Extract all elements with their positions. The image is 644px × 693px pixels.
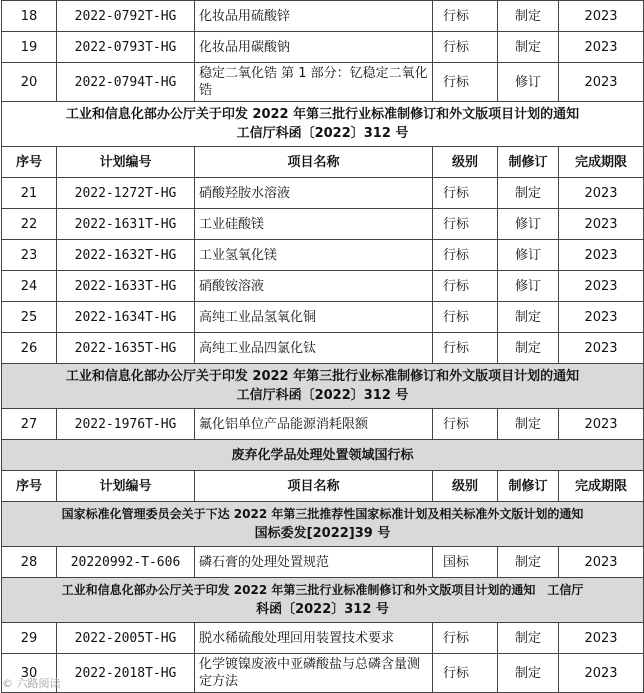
table-row (2, 302, 644, 333)
row-number: 27 (2, 409, 57, 440)
project-name: 磷石膏的处理处置规范 (195, 547, 433, 578)
plan-id: 2022-1976T-HG (57, 409, 195, 440)
table-row (2, 32, 644, 63)
deadline: 2023 (559, 409, 644, 440)
deadline: 2023 (559, 271, 644, 302)
project-name: 硝酸铵溶液 (195, 271, 433, 302)
deadline: 2023 (559, 623, 644, 654)
row-number: 30 (2, 654, 57, 693)
project-name: 化学镀镍废液中亚磷酸盐与总磷含量测定方法 (195, 654, 433, 693)
table-row (2, 654, 644, 693)
section-row (2, 440, 644, 471)
level: 行标 (433, 63, 498, 102)
deadline: 2023 (559, 1, 644, 32)
header-level: 级别 (433, 147, 498, 178)
project-name: 高纯工业品氢氧化铜 (195, 302, 433, 333)
section-title: 废弃化学品处理处置领域国行标 (2, 440, 644, 471)
notice-title: 工业和信息化部办公厅关于印发 2022 年第三批行业标准制修订和外文版项目计划的通知 工信厅 (61, 583, 584, 597)
deadline: 2023 (559, 654, 644, 693)
row-number: 18 (2, 1, 57, 32)
level: 行标 (433, 32, 498, 63)
level: 行标 (433, 409, 498, 440)
header-name: 项目名称 (195, 147, 433, 178)
level: 行标 (433, 209, 498, 240)
header-year: 完成期限 (559, 147, 644, 178)
notice-text (2, 364, 644, 409)
header-level: 级别 (433, 471, 498, 502)
header-id: 计划编号 (57, 471, 195, 502)
row-number: 24 (2, 271, 57, 302)
deadline: 2023 (559, 333, 644, 364)
notice-row (2, 502, 644, 547)
plan-id: 2022-1634T-HG (57, 302, 195, 333)
header-row (2, 471, 644, 502)
plan-id: 2022-1633T-HG (57, 271, 195, 302)
table-row (2, 547, 644, 578)
level: 行标 (433, 240, 498, 271)
deadline: 2023 (559, 547, 644, 578)
header-type: 制修订 (498, 471, 559, 502)
revision-type: 制定 (498, 333, 559, 364)
table-row (2, 1, 644, 32)
deadline: 2023 (559, 178, 644, 209)
row-number: 26 (2, 333, 57, 364)
watermark (2, 675, 61, 691)
level: 行标 (433, 333, 498, 364)
table-row (2, 178, 644, 209)
plan-id: 20220992-T-606 (57, 547, 195, 578)
level: 行标 (433, 271, 498, 302)
revision-type: 修订 (498, 63, 559, 102)
row-number: 20 (2, 63, 57, 102)
project-name: 化妆品用碳酸钠 (195, 32, 433, 63)
notice-text (2, 578, 644, 623)
revision-type: 制定 (498, 178, 559, 209)
plan-id: 2022-1635T-HG (57, 333, 195, 364)
revision-type: 修订 (498, 209, 559, 240)
notice-row (2, 578, 644, 623)
header-year: 完成期限 (559, 471, 644, 502)
revision-type: 制定 (498, 623, 559, 654)
plan-id: 2022-2018T-HG (57, 654, 195, 693)
project-name: 高纯工业品四氯化钛 (195, 333, 433, 364)
row-number: 21 (2, 178, 57, 209)
notice-text (2, 502, 644, 547)
plan-id: 2022-1632T-HG (57, 240, 195, 271)
revision-type: 制定 (498, 32, 559, 63)
table-row (2, 333, 644, 364)
level: 行标 (433, 623, 498, 654)
header-type: 制修订 (498, 147, 559, 178)
table-row (2, 240, 644, 271)
revision-type: 修订 (498, 271, 559, 302)
row-number: 23 (2, 240, 57, 271)
notice-row (2, 102, 644, 147)
plan-id: 2022-1272T-HG (57, 178, 195, 209)
project-name: 工业氢氧化镁 (195, 240, 433, 271)
plan-id: 2022-1631T-HG (57, 209, 195, 240)
notice-row (2, 364, 644, 409)
standards-table (1, 0, 644, 693)
notice-title: 工业和信息化部办公厅关于印发 2022 年第三批行业标准制修订和外文版项目计划的通知 (65, 369, 580, 384)
notice-doc-number: 国标委发[2022]39 号 (254, 526, 391, 541)
table-row (2, 409, 644, 440)
header-id: 计划编号 (57, 147, 195, 178)
level: 行标 (433, 302, 498, 333)
revision-type: 修订 (498, 240, 559, 271)
notice-title: 工业和信息化部办公厅关于印发 2022 年第三批行业标准制修订和外文版项目计划的通知 (65, 107, 580, 122)
row-number: 22 (2, 209, 57, 240)
level: 行标 (433, 178, 498, 209)
row-number: 25 (2, 302, 57, 333)
deadline: 2023 (559, 240, 644, 271)
header-row (2, 147, 644, 178)
revision-type: 制定 (498, 654, 559, 693)
watermark-text: © 六路阅读 (2, 677, 61, 690)
project-name: 稳定二氧化锆 第 1 部分：钇稳定二氧化锆 (195, 63, 433, 102)
notice-title: 国家标准化管理委员会关于下达 2022 年第三批推荐性国家标准计划及相关标准外文版计划的通知 (61, 507, 584, 521)
notice-doc-number: 工信厅科函〔2022〕312 号 (236, 126, 409, 141)
project-name: 氟化铝单位产品能源消耗限额 (195, 409, 433, 440)
level: 行标 (433, 654, 498, 693)
plan-id: 2022-0792T-HG (57, 1, 195, 32)
table-row (2, 209, 644, 240)
row-number: 28 (2, 547, 57, 578)
revision-type: 制定 (498, 302, 559, 333)
project-name: 硝酸羟胺水溶液 (195, 178, 433, 209)
header-no: 序号 (2, 471, 57, 502)
project-name: 化妆品用硫酸锌 (195, 1, 433, 32)
revision-type: 制定 (498, 547, 559, 578)
notice-doc-number: 工信厅科函〔2022〕312 号 (236, 388, 409, 403)
row-number: 29 (2, 623, 57, 654)
project-name: 工业硅酸镁 (195, 209, 433, 240)
plan-id: 2022-0793T-HG (57, 32, 195, 63)
table-row (2, 271, 644, 302)
deadline: 2023 (559, 302, 644, 333)
level: 国标 (433, 547, 498, 578)
deadline: 2023 (559, 63, 644, 102)
header-no: 序号 (2, 147, 57, 178)
revision-type: 制定 (498, 409, 559, 440)
header-name: 项目名称 (195, 471, 433, 502)
deadline: 2023 (559, 209, 644, 240)
plan-id: 2022-0794T-HG (57, 63, 195, 102)
project-name: 脱水稀硫酸处理回用装置技术要求 (195, 623, 433, 654)
row-number: 19 (2, 32, 57, 63)
table-row (2, 63, 644, 102)
level: 行标 (433, 1, 498, 32)
notice-text (2, 102, 644, 147)
deadline: 2023 (559, 32, 644, 63)
revision-type: 制定 (498, 1, 559, 32)
notice-doc-number: 科函〔2022〕312 号 (256, 602, 389, 617)
table-row (2, 623, 644, 654)
plan-id: 2022-2005T-HG (57, 623, 195, 654)
